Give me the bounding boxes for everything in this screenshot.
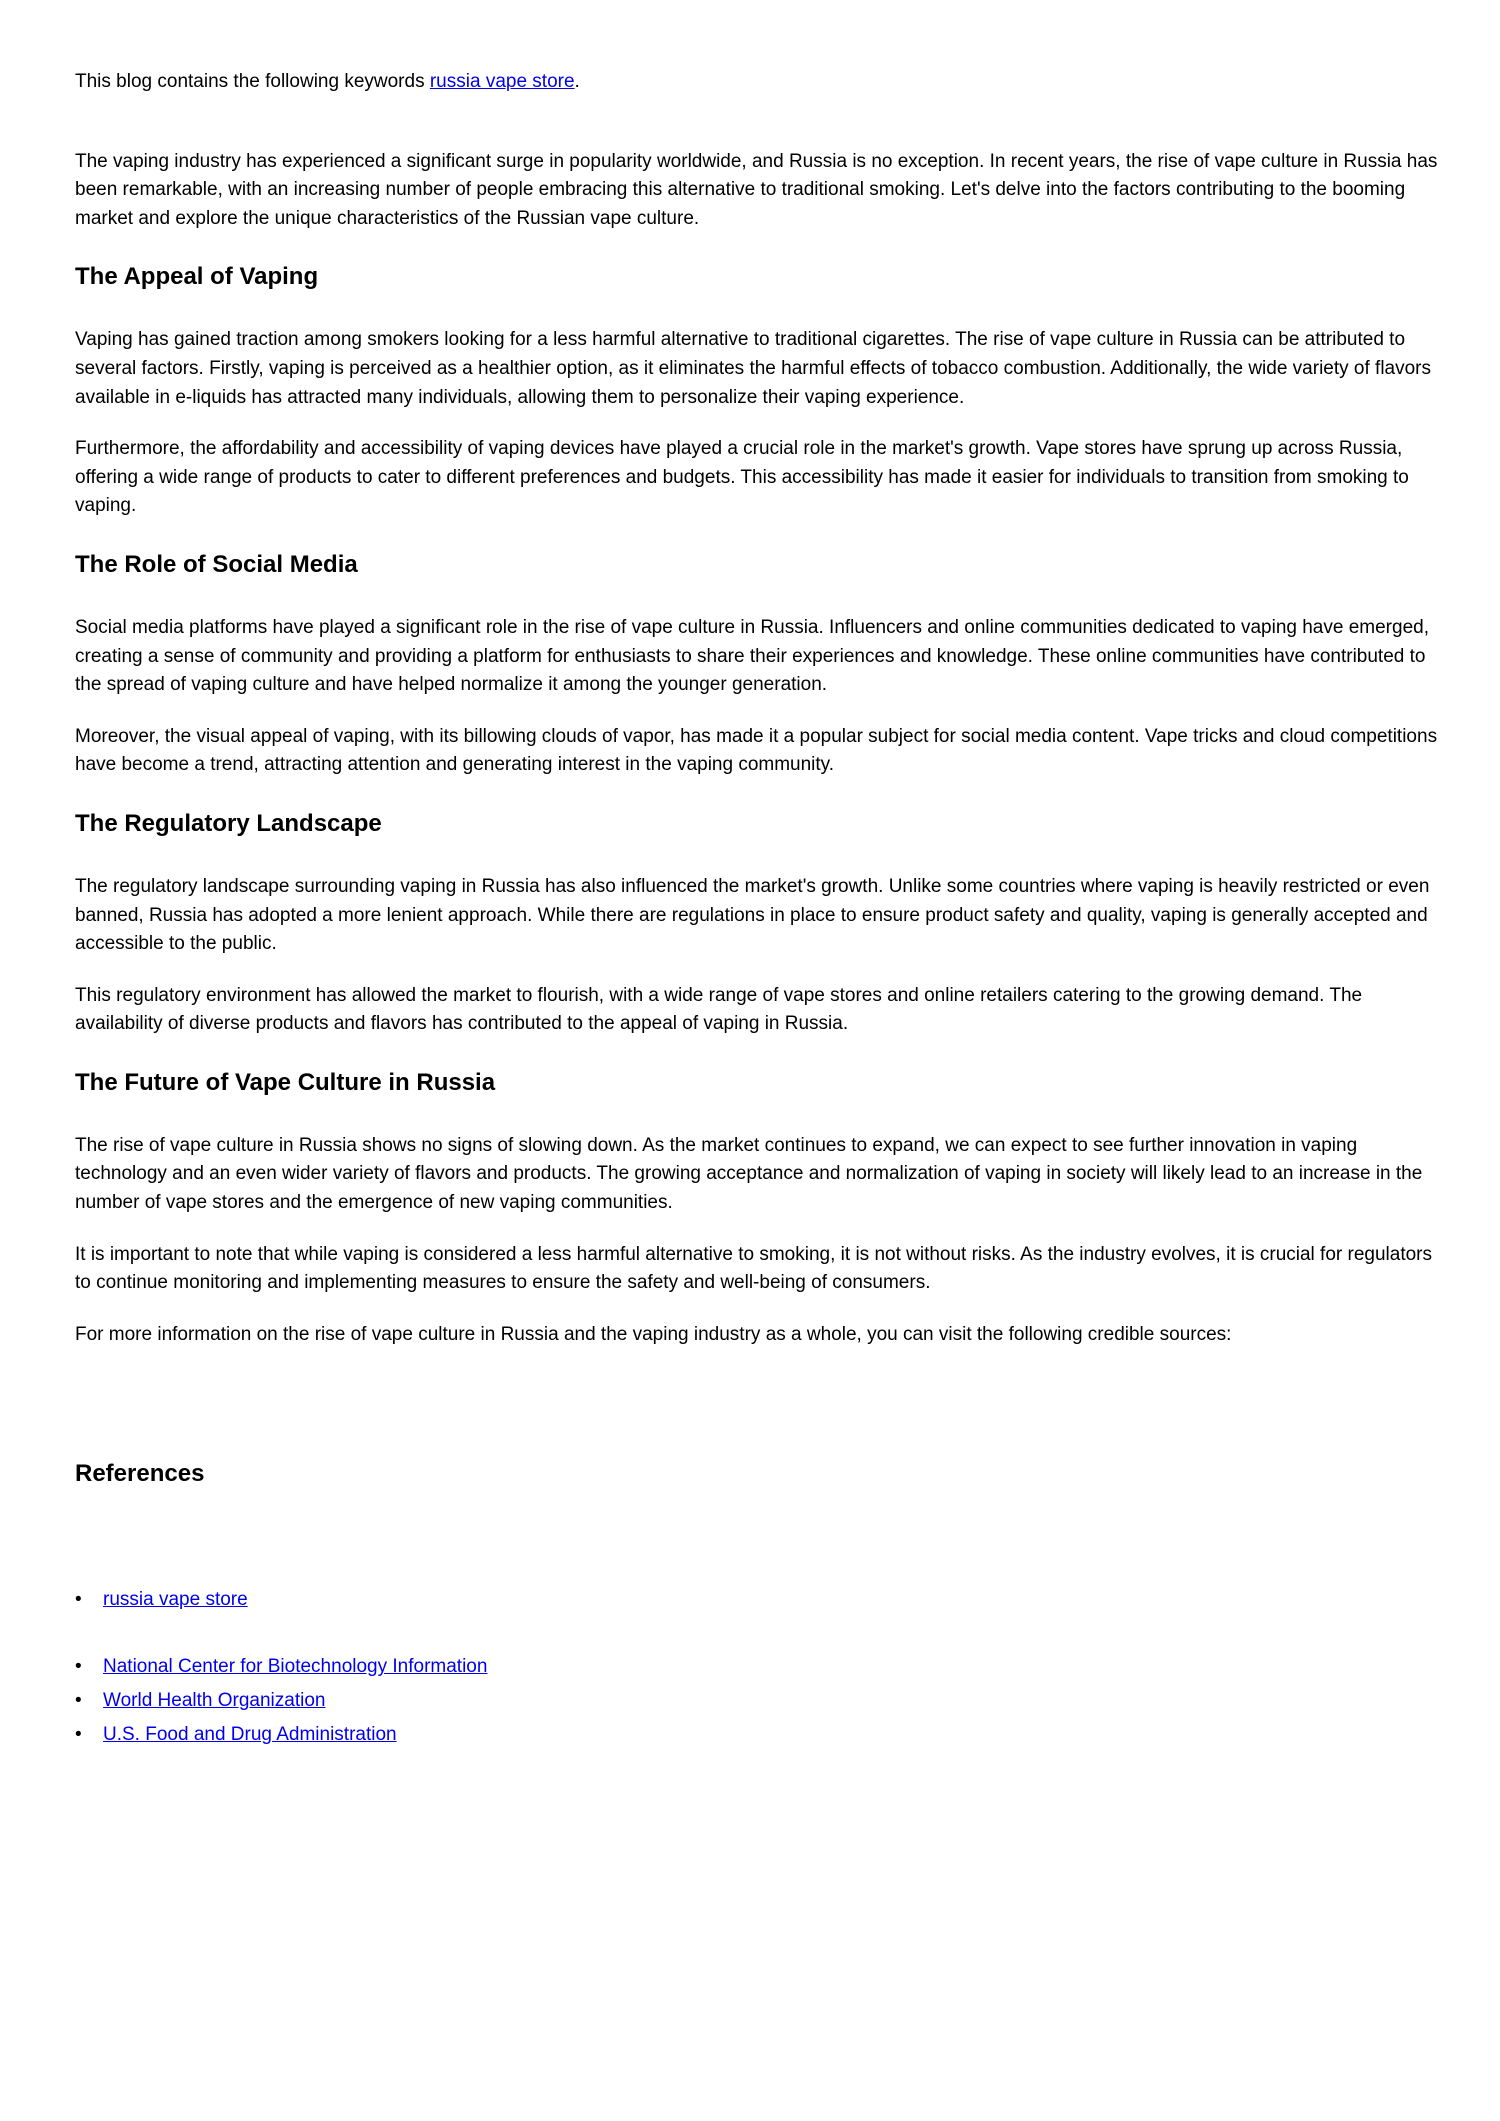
section-heading-social-media: The Role of Social Media [75, 550, 358, 578]
section-heading-future: The Future of Vape Culture in Russia [75, 1068, 496, 1096]
bullet-icon: • [75, 1589, 82, 1611]
intro-paragraph: The vaping industry has experienced a significant surge in popularity worldwide, and Russia is no exception. In recent years, the rise of vape culture in Russia has been remarkable, with an increasing number of people embracing this alternative to traditional smoking. Let's delve into the factors contributing to the booming market and explore the unique characteristics of the Russian vape culture. [75, 150, 1438, 229]
reference-link-who[interactable]: World Health Organization [103, 1690, 326, 1712]
keywords-intro [75, 68, 1445, 97]
paragraph: Moreover, the visual appeal of vaping, with its billowing clouds of vapor, has made it a popular subject for social media content. Vape tricks and cloud competitions have become a trend, attracting attention and generating interest in the vaping community. [75, 725, 1438, 776]
paragraph: Furthermore, the affordability and accessibility of vaping devices have played a crucial role in the market's growth. Vape stores have sprung up across Russia, offering a wide range of products to cater to different preferences and budgets. This accessibility has made it easier for individuals to transition from smoking to vaping. [75, 438, 1409, 517]
bullet-icon: • [75, 1690, 82, 1712]
keyword-link[interactable]: russia vape store [429, 71, 575, 92]
paragraph: For more information on the rise of vape culture in Russia and the vaping industry as a whole, you can visit the following credible sources: [75, 1323, 1232, 1345]
list-item [75, 1650, 1445, 1684]
paragraph: It is important to note that while vaping is considered a less harmful alternative to smoking, it is not without risks. As the industry evolves, it is crucial for regulators to continue monitoring and implementing measures to ensure the safety and well-being of consumers. [75, 1243, 1432, 1294]
bullet-icon: • [75, 1656, 82, 1678]
references-list-sources [75, 1650, 1445, 1752]
paragraph: Social media platforms have played a significant role in the rise of vape culture in Russia. Influencers and online communities dedicated to vaping have emerged, creating a sense of community and providing a platform for enthusiasts to share their experiences and knowledge. These online communities have contributed to the spread of vaping culture and have helped normalize it among the younger generation. [75, 616, 1429, 696]
list-item [75, 1583, 1445, 1617]
paragraph: Vaping has gained traction among smokers looking for a less harmful alternative to traditional cigarettes. The rise of vape culture in Russia can be attributed to several factors. Firstly, vaping is perceived as a healthier option, as it eliminates the harmful effects of tobacco combustion. Additionally, the wide variety of flavors available in e-liquids has attracted many individuals, allowing them to personalize their vaping experience. [75, 329, 1431, 408]
section-heading-regulatory: The Regulatory Landscape [75, 809, 382, 837]
paragraph: The regulatory landscape surrounding vaping in Russia has also influenced the market's growth. Unlike some countries where vaping is heavily restricted or even banned, Russia has adopted a more lenient approach. While there are regulations in place to ensure product safety and quality, vaping is generally accepted and accessible to the public. [75, 875, 1430, 955]
intro-suffix: . [574, 71, 580, 92]
list-item [75, 1718, 1445, 1752]
bullet-icon: • [75, 1724, 82, 1746]
reference-link-russia-vape-store[interactable]: russia vape store [103, 1589, 248, 1611]
references-list-keyword [75, 1583, 1445, 1617]
section-heading-appeal: The Appeal of Vaping [75, 263, 319, 291]
reference-link-ncbi[interactable]: National Center for Biotechnology Information [103, 1656, 488, 1678]
reference-link-fda[interactable]: U.S. Food and Drug Administration [103, 1724, 397, 1746]
list-item [75, 1684, 1445, 1718]
paragraph: The rise of vape culture in Russia shows no signs of slowing down. As the market continues to expand, we can expect to see further innovation in vaping technology and an even wider variety of flavors and products. The growing acceptance and normalization of vaping in society will likely lead to an increase in the number of vape stores and the emergence of new vaping communities. [75, 1134, 1423, 1214]
article [75, 0, 1445, 1752]
intro-text: This blog contains the following keywords [75, 71, 430, 92]
references-heading: References [75, 1460, 205, 1488]
paragraph: This regulatory environment has allowed the market to flourish, with a wide range of vape stores and online retailers catering to the growing demand. The availability of diverse products and flavors has contributed to the appeal of vaping in Russia. [75, 984, 1363, 1035]
